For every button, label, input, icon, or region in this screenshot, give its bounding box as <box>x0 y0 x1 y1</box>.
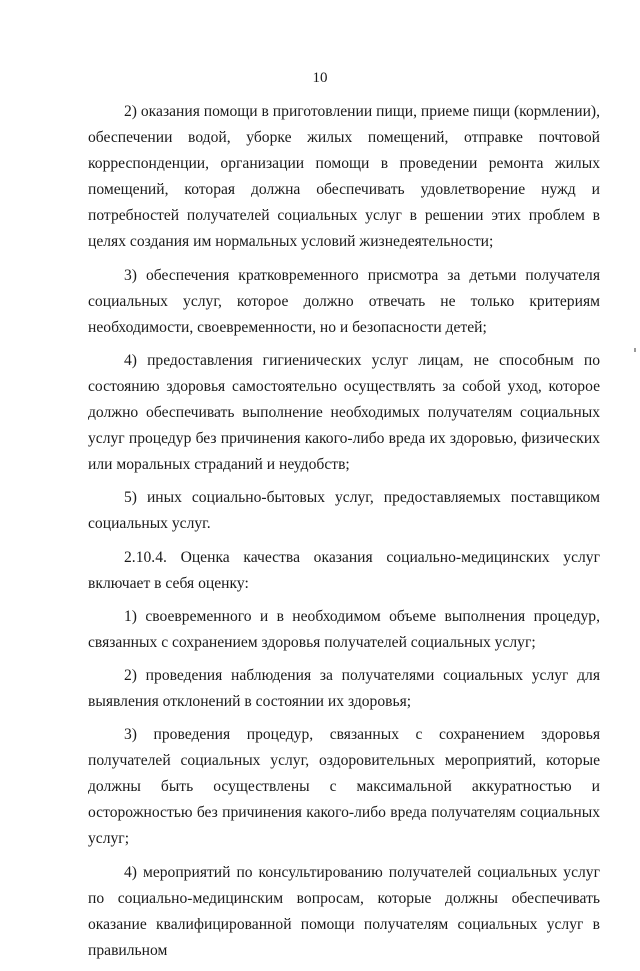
paragraph-subitem-4: 4) мероприятий по консультированию получателей социальных услуг по социально-медицинским вопросам, которые должны обеспечивать оказание квалифицированной помощи получателям социальных услуг в правильном <box>88 863 600 959</box>
paragraph-subitem-1: 1) своевременного и в необходимом объеме выполнения процедур, связанных с сохранением здоровья получателей социальных услуг; <box>88 607 600 651</box>
scan-edge-mark <box>634 348 636 352</box>
page-number: 10 <box>312 70 328 86</box>
paragraph-item-3: 3) обеспечения кратковременного присмотра за детьми получателя социальных услуг, которое должно отвечать не только критериям необходимости, своевременности, но и безопасности детей; <box>88 266 600 336</box>
paragraph-item-4: 4) предоставления гигиенических услуг лицам, не способным по состоянию здоровья самостоятельно осуществлять за собой уход, которое должно обеспечивать выполнение необходимых получателям социальных услуг процедур без причинения какого-либо вреда их здоровью, физических или моральных страданий и неудобств; <box>88 351 600 474</box>
paragraph-subitem-2: 2) проведения наблюдения за получателями социальных услуг для выявления отклонений в состоянии их здоровья; <box>88 666 600 710</box>
paragraph-item-2: 2) оказания помощи в приготовлении пищи, приеме пищи (кормлении), обеспечении водой, уборке жилых помещений, отправке почтовой корреспонденции, организации помощи в проведении ремонта жилых помещений, которая должна обеспечивать удовлетворение нужд и потребностей получателей социальных услуг в решении этих проблем в целях создания им нормальных условий жизнедеятельности; <box>88 103 601 251</box>
paragraph-section-2-10-4: 2.10.4. Оценка качества оказания социально-медицинских услуг включает в себя оценку: <box>88 548 600 592</box>
body-text <box>88 99 600 971</box>
paragraph-item-5: 5) иных социально-бытовых услуг, предоставляемых поставщиком социальных услуг. <box>88 489 600 533</box>
paragraph-subitem-3: 3) проведения процедур, связанных с сохранением здоровья получателей социальных услуг, оздоровительных мероприятий, которые должны быть осуществлены с максимальной аккуратностью и осторожностью без причинения какого-либо вреда получателям социальных услуг; <box>88 726 600 848</box>
